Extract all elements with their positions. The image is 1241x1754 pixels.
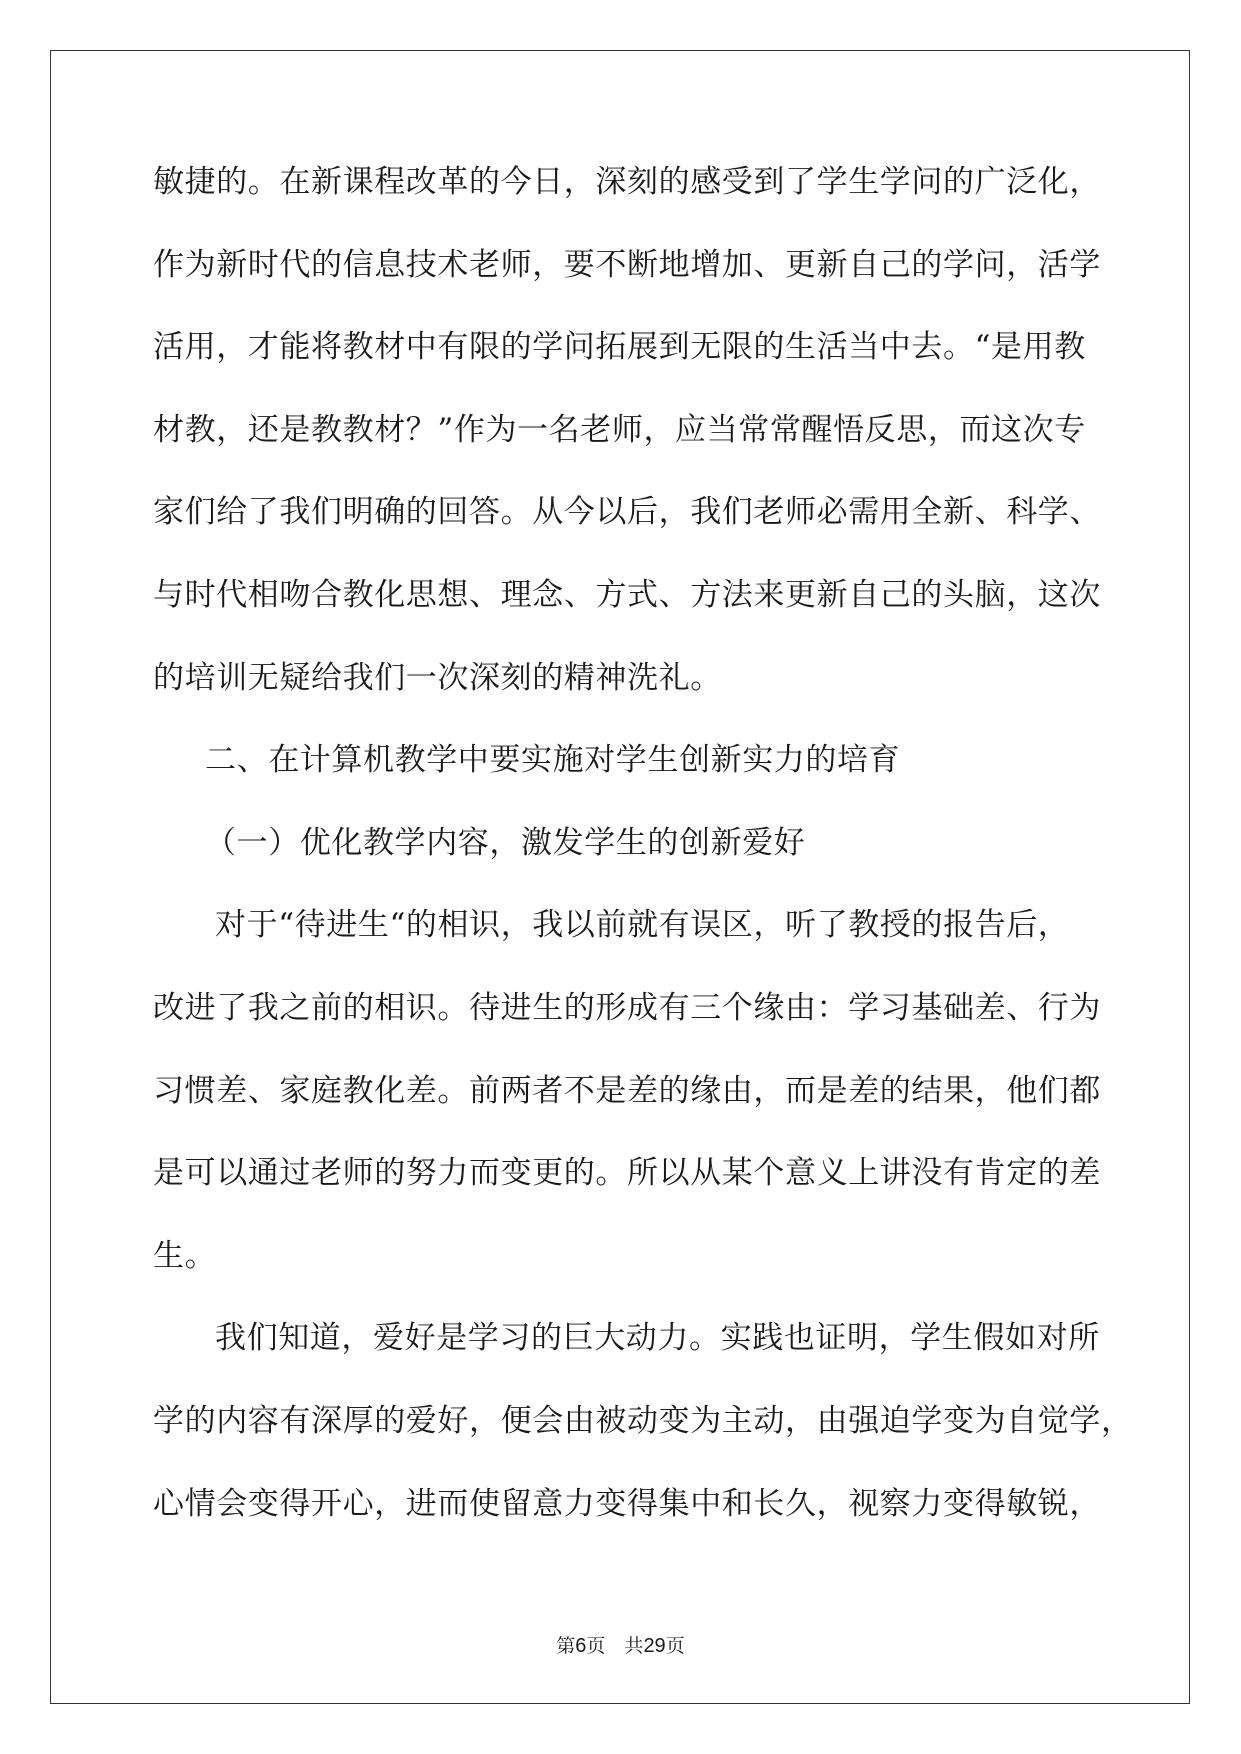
text-line-6: 与时代相吻合教化思想、理念、方式、方法来更新自己的头脑，这次	[153, 576, 1101, 613]
text-line-13: 是可以通过老师的努力而变更的。所以从某个意义上讲没有肯定的差	[153, 1155, 1101, 1192]
text-line-10: 对于“待进生“的相识，我以前就有误区，听了教授的报告后，	[215, 907, 1070, 944]
footer-suffix: 页	[665, 1635, 685, 1657]
text-line-5: 家们给了我们明确的回答。从今以后，我们老师必需用全新、科学、	[153, 494, 1101, 531]
text-line-3: 活用，才能将教材中有限的学问拓展到无限的生活当中去。“是用教	[153, 329, 1086, 366]
text-line-15: 我们知道，爱好是学习的巨大动力。实践也证明，学生假如对所	[215, 1320, 1100, 1357]
document-body	[153, 152, 1133, 1556]
text-line-4: 材教，还是教教材？”作为一名老师，应当常常醒悟反思，而这次专	[153, 411, 1086, 448]
text-line-16: 学的内容有深厚的爱好，便会由被动变为主动，由强迫学变为自觉学，	[153, 1402, 1133, 1439]
text-line-2: 作为新时代的信息技术老师，要不断地增加、更新自己的学问，活学	[153, 246, 1101, 283]
text-line-7: 的培训无疑给我们一次深刻的精神洗礼。	[153, 659, 722, 696]
current-page-number: 6	[575, 1635, 587, 1657]
text-line-12: 习惯差、家庭教化差。前两者不是差的缘由，而是差的结果，他们都	[153, 1072, 1101, 1109]
text-line-11: 改进了我之前的相识。待进生的形成有三个缘由：学习基础差、行为	[153, 989, 1101, 1026]
footer-mid: 页 共	[586, 1635, 644, 1657]
subsection-heading: （一）优化教学内容，激发学生的创新爱好	[205, 824, 806, 861]
text-line-14: 生。	[153, 1237, 217, 1274]
text-line-17: 心情会变得开心，进而使留意力变得集中和长久，视察力变得敏锐，	[153, 1485, 1101, 1522]
text-line-1: 敏捷的。在新课程改革的今日，深刻的感受到了学生学问的广泛化，	[153, 164, 1101, 200]
footer-prefix: 第	[556, 1635, 576, 1657]
section-heading: 二、在计算机教学中要实施对学生创新实力的培育	[205, 742, 901, 779]
page-number-footer	[0, 1634, 1241, 1658]
total-page-number: 29	[643, 1635, 666, 1657]
